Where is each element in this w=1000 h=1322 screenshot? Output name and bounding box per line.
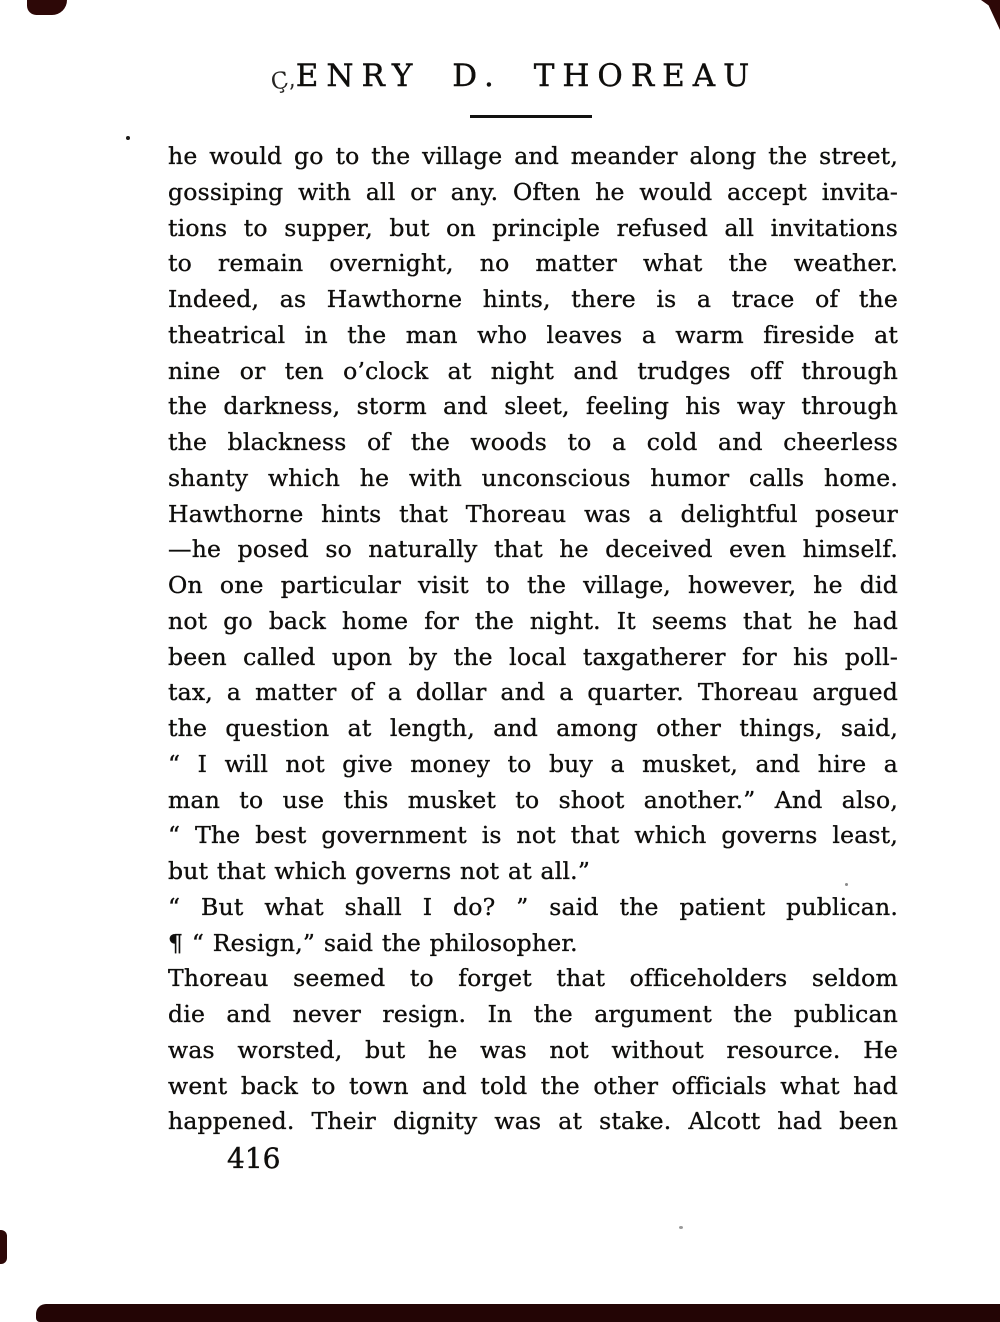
text-line: “ I will not give money to buy a musket, and hire a [168, 749, 898, 778]
ink-speck [679, 1226, 683, 1229]
text-line: he would go to the village and meander along the street, [168, 142, 898, 170]
text-line: man to use this musket to shoot another.” And also, [168, 785, 898, 814]
text-line: Hawthorne hints that Thoreau was a delightful poseur [168, 499, 898, 528]
text-line: nine or ten o’clock at night and trudges off through [168, 356, 898, 385]
text-line: —he posed so naturally that he deceived even himself. [168, 535, 898, 564]
text-line: ¶ “ Resign,” said the philosopher. [168, 928, 578, 957]
damaged-letter-h-mark: Ç, [268, 66, 297, 96]
text-line: On one particular visit to the village, however, he did [168, 571, 898, 599]
text-line: not go back home for the night. It seems that he had [168, 606, 898, 635]
scan-stain-top-left [27, 0, 67, 15]
text-line: been called upon by the local taxgatherer for his poll- [168, 642, 898, 671]
page-title: ENRY D. THOREAU [295, 58, 758, 94]
text-line: die and never resign. In the argument the publican [168, 1000, 898, 1028]
scan-stain-left-edge [0, 1230, 7, 1264]
text-line: gossiping with all or any. Often he would accept invita- [168, 177, 898, 206]
text-line: “ But what shall I do? ” said the patient publican. [168, 892, 898, 921]
text-line: the blackness of the woods to a cold and cheerless [168, 428, 898, 456]
text-line: was worsted, but he was not without resource. He [168, 1035, 898, 1064]
text-line: Indeed, as Hawthorne hints, there is a trace of the [168, 285, 898, 313]
page-number: 416 [227, 1142, 281, 1175]
scan-stain-top-right [981, 0, 1000, 30]
text-line: theatrical in the man who leaves a warm fireside at [168, 320, 898, 349]
text-line: but that which governs not at all.” [168, 857, 591, 885]
text-line: tax, a matter of a dollar and a quarter. Thoreau argued [168, 678, 898, 707]
text-line: the darkness, storm and sleet, feeling his way through [168, 392, 898, 421]
text-line: to remain overnight, no matter what the weather. [168, 249, 898, 278]
text-line: “ The best government is not that which governs least, [168, 821, 898, 850]
ink-speck [126, 136, 130, 140]
text-line: Thoreau seemed to forget that officeholders seldom [168, 964, 898, 993]
text-line: went back to town and told the other officials what had [168, 1071, 898, 1100]
ink-speck [845, 883, 848, 886]
text-line: tions to supper, but on principle refused all invitations [168, 213, 898, 242]
text-body [168, 139, 898, 1140]
text-line: happened. Their dignity was at stake. Alcott had been [168, 1107, 898, 1136]
text-line: the question at length, and among other things, said, [168, 714, 898, 742]
text-line: shanty which he with unconscious humor calls home. [168, 463, 898, 492]
page-header [14, 58, 1000, 94]
scan-stain-bottom-bar [36, 1304, 1000, 1322]
header-rule [470, 115, 592, 118]
